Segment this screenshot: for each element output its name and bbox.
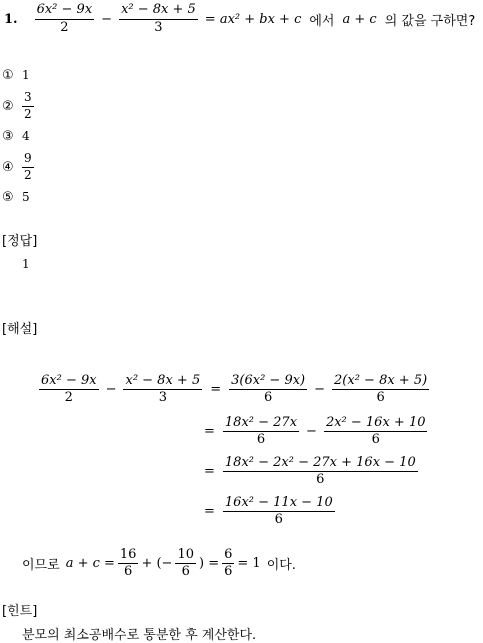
question-fraction-1: $\frac{\text{6x² − 9x}}{2}$ [36,2,93,35]
question-fraction-2: $\frac{\text{x² − 8x + 5}}{3}$ [121,2,196,35]
question-number: 1. [4,11,18,27]
solution-line-4: = $\frac{\text{16x² − 11x − 10}}{6}$ [204,495,333,528]
choice-3[interactable]: ③ 4 [2,128,30,144]
solution-line-2: = $\frac{\text{18x² − 27x}}{6}$ − $\frac{\text{2x² − 16x + 10}}{6}$ [204,415,426,448]
question-rhs: = ax² + bx + c [204,11,302,27]
answer-label: [정답] [2,234,38,249]
choice-1[interactable]: ① 1 [2,67,30,83]
solution-conclusion: 이므로 a + c = $\frac{16}{6}$ + (− $\frac{10}{6}$ ) = $\frac{6}{6}$ = 1 이다. [22,547,296,580]
hint-label: [힌트] [2,604,38,619]
question-line: 1. $\frac{\text{6x² − 9x}}{2}$ − $\frac{\text{x² − 8x + 5}}{3}$ = ax² + bx + c 에서 a + c 의 값을 구하면? [4,2,476,35]
solution-line-3: = $\frac{\text{18x² − 2x² − 27x + 16x − 10}}{6}$ [204,455,416,488]
answer-value: 1 [22,257,30,271]
choice-5[interactable]: ⑤ 5 [2,189,30,205]
choice-4[interactable]: ④ $\frac{9}{2}$ [2,151,32,182]
hint-text: 분모의 최소공배수로 통분한 후 계산한다. [22,628,257,643]
solution-label: [해설] [2,322,38,337]
solution-line-1: $\frac{\text{6x² − 9x}}{2}$ − $\frac{\text{x² − 8x + 5}}{3}$ = $\frac{\text{3(6x² − 9x)}}{6}$ − $\frac{\text{2(x² − 8x + 5)}}{6}$ [41,373,428,406]
choice-2[interactable]: ② $\frac{3}{2}$ [2,90,32,121]
